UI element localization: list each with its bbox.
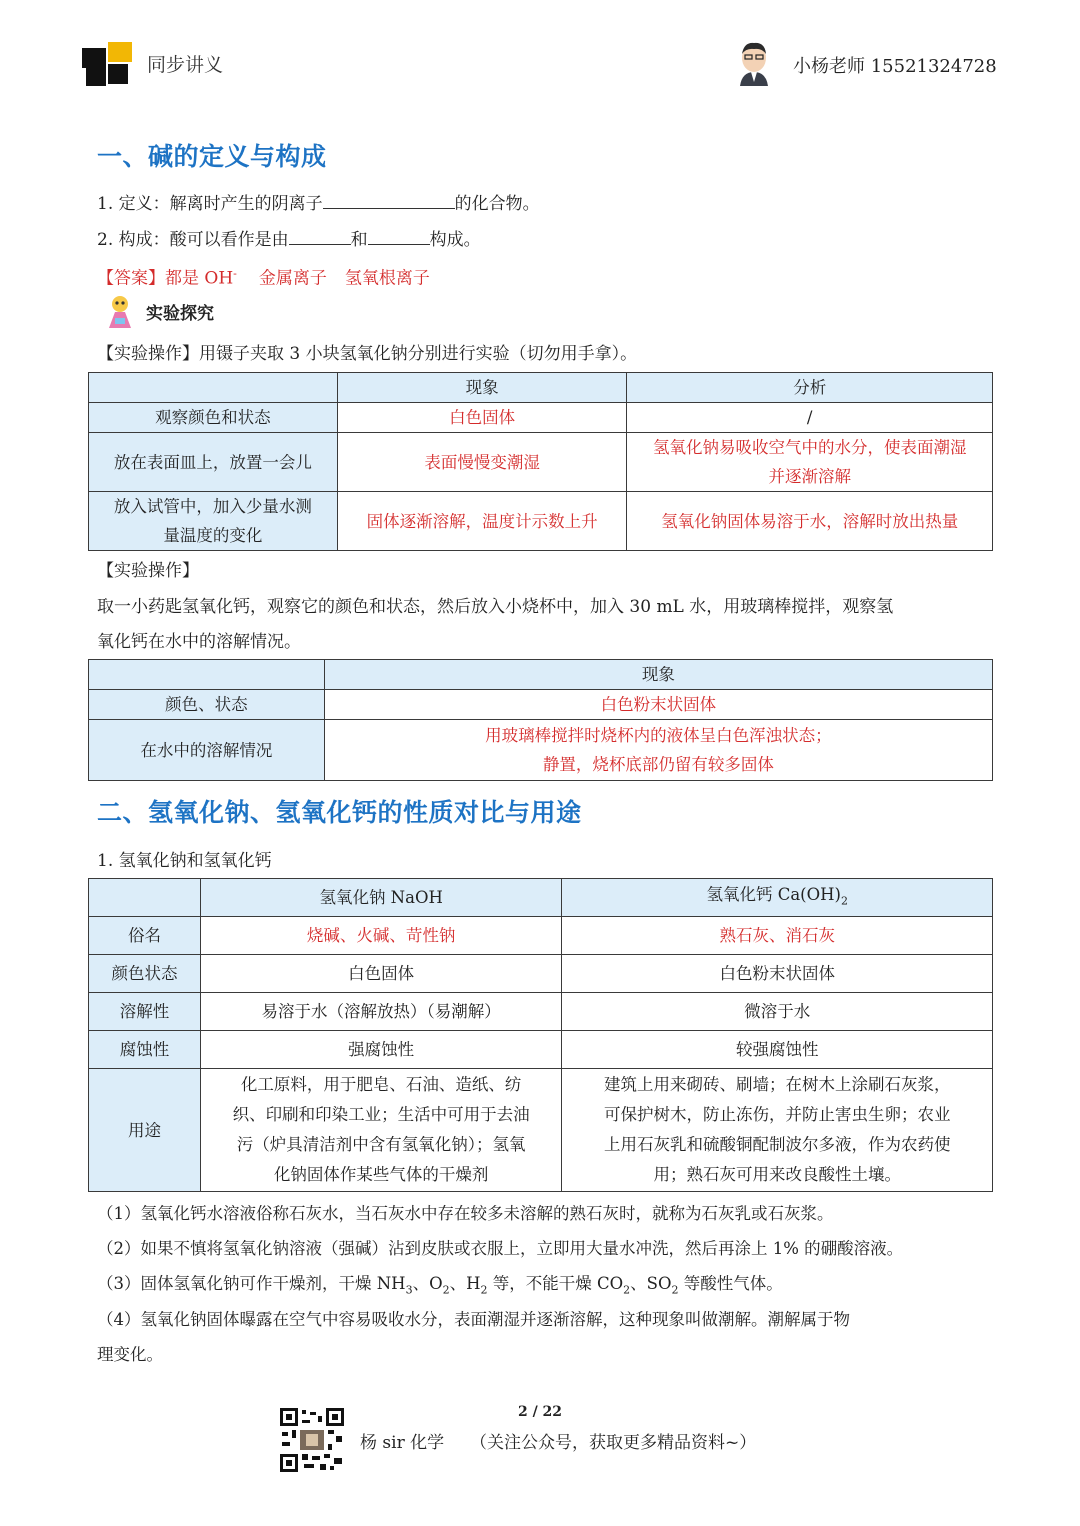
table-row [89, 879, 993, 917]
note-1: （1）氢氧化钙水溶液俗称石灰水，当石灰水中存在较多未溶解的熟石灰时，就称为石灰乳或石灰浆。 [97, 1204, 834, 1223]
composition-line [97, 228, 481, 251]
table1-cell [627, 433, 993, 492]
note-3-part: 等酸性气体。 [678, 1274, 783, 1293]
caoh-experiment-table [88, 659, 993, 781]
table2-cell: 颜色、状态 [89, 690, 325, 720]
table3-cell: 较强腐蚀性 [562, 1031, 993, 1069]
table3-header-caoh-main: 氢氧化钙 Ca(OH) [706, 884, 841, 904]
table1-cell: 表面慢慢变潮湿 [337, 433, 627, 492]
use-line: 建筑上用来砌砖、刷墙；在树木上涂刷石灰浆， [603, 1075, 951, 1094]
table2-header-phenomenon: 现象 [324, 660, 992, 690]
table-row [89, 492, 993, 551]
composition-blank-1 [289, 228, 351, 245]
composition-mid: 和 [350, 230, 368, 250]
table3-label: 腐蚀性 [89, 1031, 201, 1069]
table1-item-line: 量温度的变化 [163, 526, 263, 545]
table1-cell: / [627, 403, 993, 433]
operation-2-line2: 氧化钙在水中的溶解情况。 [97, 632, 301, 652]
table-row [89, 993, 993, 1031]
note-2: （2）如果不慎将氢氧化钠溶液（强碱）沾到皮肤或衣服上，立即用大量水冲洗，然后再涂上 1% 的硼酸溶液。 [97, 1239, 904, 1258]
table3-cell: 强腐蚀性 [200, 1031, 562, 1069]
answer-2: 金属离子 [258, 268, 327, 289]
definition-line [97, 192, 540, 215]
qr-code [280, 1408, 344, 1472]
note-3-sub: 2 [480, 1283, 488, 1297]
table2-cell: 白色粉末状固体 [324, 690, 992, 720]
table-row [89, 1069, 993, 1192]
answer-sup: - [233, 267, 237, 280]
composition-suffix: 构成。 [429, 230, 481, 250]
table3-use-naoh [200, 1069, 562, 1192]
table1-analysis-line: 并逐渐溶解 [768, 467, 851, 486]
comparison-table [88, 878, 993, 1192]
table3-cell: 易溶于水（溶解放热）（易潮解） [200, 993, 562, 1031]
table3-header-blank [89, 879, 201, 917]
table-row [89, 373, 993, 403]
operation-1: 【实验操作】用镊子夹取 3 小块氢氧化钠分别进行实验（切勿用手拿）。 [97, 344, 638, 364]
note-3-part: 、SO [630, 1274, 672, 1293]
table3-header-caoh-sub: 2 [840, 894, 848, 908]
footer-brand: 杨 sir 化学 [360, 1433, 445, 1453]
use-line: 上用石灰乳和硫酸铜配制波尔多液，作为农药使 [603, 1135, 951, 1154]
answer-3: 氢氧根离子 [344, 268, 430, 289]
experiment-icon [103, 294, 137, 330]
note-4-line2: 理变化。 [97, 1345, 163, 1364]
table1-cell: 白色固体 [337, 403, 627, 433]
table3-label: 溶解性 [89, 993, 201, 1031]
table2-cell [324, 720, 992, 781]
table-row [89, 403, 993, 433]
table3-label: 颜色状态 [89, 955, 201, 993]
experiment-label: 实验探究 [146, 304, 214, 324]
table-row [89, 660, 993, 690]
operation-2-line1: 取一小药匙氢氧化钙，观察它的颜色和状态，然后放入小烧杯中，加入 30 mL 水，用玻璃棒搅拌，观察氢 [97, 597, 894, 617]
use-line: 污（炉具清洁剂中含有氢氧化钠）；氢氧 [236, 1135, 526, 1154]
logo [82, 42, 134, 88]
table2-header-blank [89, 660, 325, 690]
table1-cell: 氢氧化钠固体易溶于水，溶解时放出热量 [627, 492, 993, 551]
operation-2-label: 【实验操作】 [97, 561, 199, 581]
table3-cell: 烧碱、火碱、苛性钠 [200, 917, 562, 955]
table3-label: 俗名 [89, 917, 201, 955]
table-row [89, 433, 993, 492]
table2-cell: 在水中的溶解情况 [89, 720, 325, 781]
table1-cell: 固体逐渐溶解，温度计示数上升 [337, 492, 627, 551]
section1-heading: 一、碱的定义与构成 [97, 142, 327, 171]
section2-subheading: 1. 氢氧化钠和氢氧化钙 [97, 851, 272, 871]
note-3-sub: 2 [442, 1283, 450, 1297]
table-row [89, 690, 993, 720]
table3-use-caoh [562, 1069, 993, 1192]
table3-cell: 白色粉末状固体 [562, 955, 993, 993]
table3-header-caoh [562, 879, 993, 917]
footer-slogan: （关注公众号，获取更多精品资料~） [470, 1433, 757, 1453]
use-line: 用；熟石灰可用来改良酸性土壤。 [653, 1165, 901, 1184]
teacher-contact: 小杨老师 15521324728 [793, 56, 997, 77]
note-4-line1: （4）氢氧化钠固体曝露在空气中容易吸收水分，表面潮湿并逐渐溶解，这种现象叫做潮解。潮解属于物 [97, 1310, 850, 1329]
teacher-avatar [734, 40, 774, 86]
use-line: 化工原料，用于肥皂、石油、造纸、纺 [240, 1075, 522, 1094]
header-title: 同步讲义 [147, 54, 224, 76]
note-3-sub: 3 [405, 1283, 413, 1297]
table1-cell: 放在表面皿上，放置一会儿 [89, 433, 338, 492]
page-number: 2 / 22 [517, 1404, 563, 1420]
note-3-part: 、H [449, 1274, 481, 1293]
table-row [89, 720, 993, 781]
note-3-sub: 2 [623, 1283, 631, 1297]
table3-cell: 白色固体 [200, 955, 562, 993]
table3-cell: 微溶于水 [562, 993, 993, 1031]
table1-header-blank [89, 373, 338, 403]
answer-1: 都是 OH [165, 268, 234, 289]
use-line: 织、印刷和印染工业；生活中可用于去油 [232, 1105, 530, 1124]
table1-analysis-line: 氢氧化钠易吸收空气中的水分，使表面潮湿 [652, 438, 967, 457]
naoh-experiment-table [88, 372, 993, 551]
table3-label: 用途 [89, 1069, 201, 1192]
table1-cell [89, 492, 338, 551]
table-row [89, 1031, 993, 1069]
table-row [89, 955, 993, 993]
table1-item-line: 放入试管中，加入少量水测 [113, 497, 312, 516]
table2-phenomenon-line: 静置，烧杯底部仍留有较多固体 [542, 755, 774, 774]
use-line: 可保护树木，防止冻伤，并防止害虫生卵；农业 [603, 1105, 951, 1124]
table2-phenomenon-line: 用玻璃棒搅拌时烧杯内的液体呈白色浑浊状态； [485, 726, 832, 745]
definition-suffix: 的化合物。 [454, 194, 540, 214]
note-3-part: （3）固体氢氧化钠可作干燥剂，干燥 NH [97, 1274, 406, 1293]
table3-cell: 熟石灰、消石灰 [562, 917, 993, 955]
composition-blank-2 [368, 228, 430, 245]
table-row [89, 917, 993, 955]
composition-prefix: 2. 构成：酸可以看作是由 [97, 230, 289, 250]
use-line: 化钠固体作某些气体的干燥剂 [273, 1165, 489, 1184]
note-3 [97, 1273, 783, 1301]
table1-header-analysis: 分析 [627, 373, 993, 403]
table3-header-naoh: 氢氧化钠 NaOH [200, 879, 562, 917]
note-3-sub: 2 [671, 1283, 679, 1297]
table1-header-phenomenon: 现象 [337, 373, 627, 403]
note-3-part: 等，不能干燥 CO [487, 1274, 624, 1293]
note-3-part: 、O [412, 1274, 443, 1293]
answer-label: 【答案】 [97, 268, 165, 289]
definition-blank [323, 192, 455, 209]
table1-cell: 观察颜色和状态 [89, 403, 338, 433]
answer-line [97, 263, 430, 290]
definition-prefix: 1. 定义：解离时产生的阴离子 [97, 194, 323, 214]
section2-heading: 二、氢氧化钠、氢氧化钙的性质对比与用途 [97, 798, 582, 827]
